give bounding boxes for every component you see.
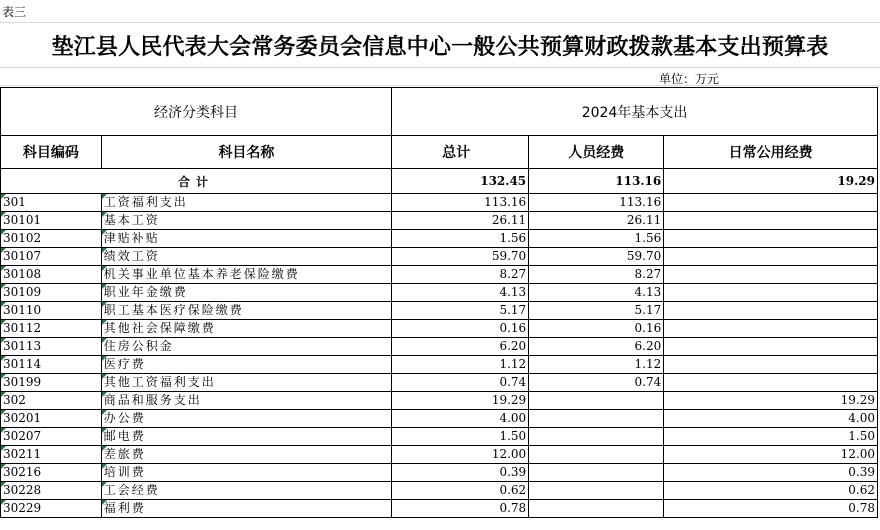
cell-code: 30229 [1,500,102,518]
cell-daily: 19.29 [664,392,878,410]
cell-total: 0.74 [392,374,529,392]
cell-name: 工资福利支出 [101,194,391,212]
cell-daily [664,230,878,248]
cell-total: 19.29 [392,392,529,410]
cell-total: 6.20 [392,338,529,356]
cell-name: 办公费 [101,410,391,428]
header-row-2 [1,136,878,169]
cell-code: 30102 [1,230,102,248]
cell-daily [664,356,878,374]
header-daily: 日常公用经费 [664,136,878,169]
cell-personnel: 59.70 [529,248,664,266]
header-row-1 [1,88,878,136]
cell-total: 1.56 [392,230,529,248]
cell-daily [664,374,878,392]
cell-code: 30114 [1,356,102,374]
table-row [1,500,878,518]
cell-code: 30109 [1,284,102,302]
cell-total: 8.27 [392,266,529,284]
header-basic-expense: 2024年基本支出 [392,88,878,136]
cell-name: 基本工资 [101,212,391,230]
cell-personnel: 5.17 [529,302,664,320]
cell-total: 59.70 [392,248,529,266]
cell-name: 医疗费 [101,356,391,374]
cell-total: 4.13 [392,284,529,302]
cell-daily: 0.78 [664,500,878,518]
table-row [1,428,878,446]
cell-total: 26.11 [392,212,529,230]
cell-daily [664,194,878,212]
cell-name: 商品和服务支出 [101,392,391,410]
cell-personnel [529,392,664,410]
header-name: 科目名称 [101,136,391,169]
cell-name: 津贴补贴 [101,230,391,248]
table-row [1,338,878,356]
cell-code: 30211 [1,446,102,464]
table-row [1,212,878,230]
cell-daily [664,338,878,356]
unit-label: 单位：万元 [659,72,720,86]
total-row [1,169,878,194]
cell-name: 绩效工资 [101,248,391,266]
table-row [1,284,878,302]
cell-name: 其他工资福利支出 [101,374,391,392]
cell-personnel: 0.16 [529,320,664,338]
cell-personnel: 0.74 [529,374,664,392]
cell-daily [664,302,878,320]
cell-code: 30207 [1,428,102,446]
cell-daily [664,248,878,266]
cell-personnel [529,428,664,446]
cell-code: 30112 [1,320,102,338]
cell-code: 30107 [1,248,102,266]
cell-personnel [529,446,664,464]
cell-name: 职业年金缴费 [101,284,391,302]
table-row [1,266,878,284]
table-row [1,374,878,392]
cell-personnel [529,464,664,482]
table-row [1,302,878,320]
page-title: 垫江县人民代表大会常务委员会信息中心一般公共预算财政拨款基本支出预算表 [51,34,829,60]
table-row [1,356,878,374]
header-total: 总计 [392,136,529,169]
cell-personnel: 1.56 [529,230,664,248]
cell-code: 30199 [1,374,102,392]
table-row [1,446,878,464]
cell-total: 0.39 [392,464,529,482]
table-row [1,320,878,338]
budget-table [0,87,878,518]
gridline [0,22,880,23]
cell-personnel [529,482,664,500]
cell-personnel: 6.20 [529,338,664,356]
cell-name: 工会经费 [101,482,391,500]
table-body [1,194,878,518]
cell-name: 福利费 [101,500,391,518]
cell-personnel: 8.27 [529,266,664,284]
cell-name: 邮电费 [101,428,391,446]
cell-name: 住房公积金 [101,338,391,356]
table-row [1,194,878,212]
total-total: 132.45 [392,169,529,194]
cell-daily [664,266,878,284]
cell-daily: 4.00 [664,410,878,428]
cell-code: 302 [1,392,102,410]
sheet-label: 表三 [2,5,27,19]
cell-personnel: 1.12 [529,356,664,374]
cell-personnel: 113.16 [529,194,664,212]
cell-daily: 0.62 [664,482,878,500]
cell-daily [664,284,878,302]
header-personnel: 人员经费 [529,136,664,169]
cell-name: 培训费 [101,464,391,482]
gridline [0,85,880,86]
total-personnel: 113.16 [529,169,664,194]
cell-total: 12.00 [392,446,529,464]
cell-code: 30113 [1,338,102,356]
cell-total: 1.12 [392,356,529,374]
cell-personnel [529,500,664,518]
cell-code: 30228 [1,482,102,500]
cell-personnel [529,410,664,428]
cell-daily: 0.39 [664,464,878,482]
cell-total: 4.00 [392,410,529,428]
table-row [1,392,878,410]
cell-total: 0.78 [392,500,529,518]
table-row [1,482,878,500]
cell-code: 30110 [1,302,102,320]
total-daily: 19.29 [664,169,878,194]
table-row [1,464,878,482]
cell-total: 1.50 [392,428,529,446]
cell-daily: 12.00 [664,446,878,464]
cell-name: 其他社会保障缴费 [101,320,391,338]
cell-name: 机关事业单位基本养老保险缴费 [101,266,391,284]
table-row [1,410,878,428]
cell-code: 30101 [1,212,102,230]
table-row [1,248,878,266]
cell-name: 职工基本医疗保险缴费 [101,302,391,320]
header-economic-class: 经济分类科目 [1,88,392,136]
cell-code: 301 [1,194,102,212]
gridline [0,67,880,68]
cell-daily: 1.50 [664,428,878,446]
cell-daily [664,212,878,230]
cell-personnel: 26.11 [529,212,664,230]
cell-code: 30201 [1,410,102,428]
cell-name: 差旅费 [101,446,391,464]
cell-total: 113.16 [392,194,529,212]
cell-total: 5.17 [392,302,529,320]
table-row [1,230,878,248]
total-label: 合计 [1,169,392,194]
cell-code: 30216 [1,464,102,482]
cell-code: 30108 [1,266,102,284]
cell-personnel: 4.13 [529,284,664,302]
header-code: 科目编码 [1,136,102,169]
cell-daily [664,320,878,338]
cell-total: 0.62 [392,482,529,500]
cell-total: 0.16 [392,320,529,338]
